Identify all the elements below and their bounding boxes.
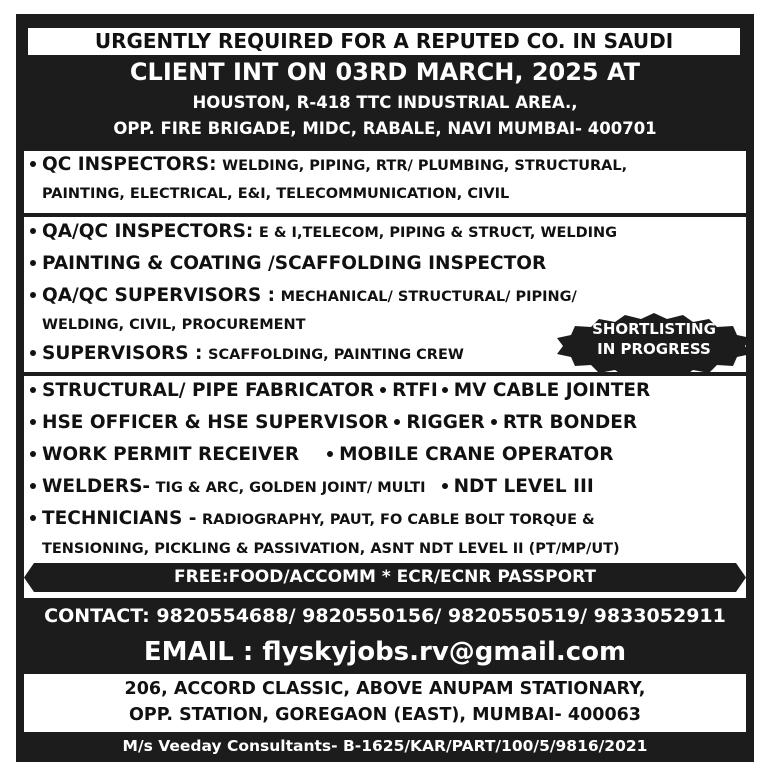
welders-title: WELDERS- [42,476,151,497]
rtfi-title: RTFI [392,380,438,401]
contact-email: EMAIL : flyskyjobs.rv@gmail.com [143,637,627,667]
ndt-level-iii-title: NDT LEVEL III [453,476,594,497]
qaqc-supervisors-detail-2: WELDING, CIVIL, PROCUREMENT [42,317,306,333]
contact-phones: CONTACT: 9820554688/ 9820550156/ 9820550519/ 9833052911 [44,605,726,627]
venue-line-2: OPP. FIRE BRIGADE, MIDC, RABALE, NAVI MUMBAI- 400701 [113,119,657,138]
bullet-icon [491,419,497,425]
qc-inspectors-line [30,154,627,175]
license-footer: M/s Veeday Consultants- B-1625/KAR/PART/100/5/9816/2021 [122,737,648,755]
qc-inspectors-title: QC INSPECTORS: [42,154,217,175]
interview-date: CLIENT INT ON 03RD MARCH, 2025 AT [129,58,641,86]
technicians-detail-2: TENSIONING, PICKLING & PASSIVATION, ASNT NDT LEVEL II (PT/MP/UT) [42,541,620,557]
bullet-icon [30,161,36,167]
supervisors-detail: SCAFFOLDING, PAINTING CREW [208,347,464,363]
badge-line-2: IN PROGRESS [597,340,711,358]
trades-row-3 [30,444,613,465]
painting-line [30,253,546,274]
bullet-icon [30,350,36,356]
qaqc-supervisors-line-2 [42,314,306,333]
shortlisting-badge-text [557,319,751,359]
trades-row-2 [30,412,637,433]
headline-banner [28,28,740,55]
mv-cable-jointer-title: MV CABLE JOINTER [453,380,651,401]
qaqc-inspectors-detail: E & I,TELECOM, PIPING & STRUCT, WELDING [258,225,618,241]
painting-inspector-title: PAINTING & COATING /SCAFFOLDING INSPECTOR [42,253,547,274]
address-panel [24,674,746,732]
bullet-icon [30,419,36,425]
pipe-fabricator-title: STRUCTURAL/ PIPE FABRICATOR [42,380,375,401]
benefits-text: FREE:FOOD/ACCOMM * ECR/ECNR PASSPORT [173,567,596,587]
bullet-icon [394,419,400,425]
technicians-detail: RADIOGRAPHY, PAUT, FO CABLE BOLT TORQUE & [201,512,595,528]
venue-line-1: HOUSTON, R-418 TTC INDUSTRIAL AREA., [192,93,578,112]
mobile-crane-operator-title: MOBILE CRANE OPERATOR [339,444,614,465]
bullet-icon [30,451,36,457]
qc-inspectors-line-2 [42,183,509,202]
address-line-1: 206, ACCORD CLASSIC, ABOVE ANUPAM STATIONARY, [124,679,646,699]
qc-inspectors-section [24,151,746,213]
technicians-title: TECHNICIANS - [42,508,197,529]
qc-inspectors-detail-2: PAINTING, ELECTRICAL, E&I, TELECOMMUNICATION, CIVIL [42,186,510,202]
bullet-icon [30,483,36,489]
job-advertisement [16,14,754,762]
bullet-icon [442,387,448,393]
bullet-icon [380,387,386,393]
trades-row-4 [30,476,594,497]
bullet-icon [442,483,448,489]
bullet-icon [30,515,36,521]
headline-text: URGENTLY REQUIRED FOR A REPUTED CO. IN SAUDI [94,29,674,53]
qc-inspectors-detail: WELDING, PIPING, RTR/ PLUMBING, STRUCTURAL, [222,158,628,174]
rigger-title: RIGGER [406,412,485,433]
welders-detail: TIG & ARC, GOLDEN JOINT/ MULTI [155,480,426,496]
bullet-icon [30,387,36,393]
qaqc-inspectors-title: QA/QC INSPECTORS: [42,221,254,242]
trades-row-1 [30,380,650,401]
hse-officer-title: HSE OFFICER & HSE SUPERVISOR [42,412,389,433]
badge-line-1: SHORTLISTING [592,320,716,338]
rtr-bonder-title: RTR BONDER [502,412,638,433]
work-permit-receiver-title: WORK PERMIT RECEIVER [42,444,300,465]
trades-row-5-cont [42,538,620,557]
supervisors-line [30,343,464,364]
qaqc-supervisors-detail: MECHANICAL/ STRUCTURAL/ PIPING/ [280,289,577,305]
address-line-2: OPP. STATION, GOREGAON (EAST), MUMBAI- 400063 [129,705,641,725]
qaqc-supervisors-line [30,285,577,306]
bullet-icon [30,228,36,234]
trades-row-5 [30,508,595,529]
bullet-icon [30,260,36,266]
qaqc-supervisors-title: QA/QC SUPERVISORS : [42,285,275,306]
supervisors-title: SUPERVISORS : [42,343,203,364]
bullet-icon [30,292,36,298]
bullet-icon [327,451,333,457]
qaqc-inspectors-line [30,221,617,242]
